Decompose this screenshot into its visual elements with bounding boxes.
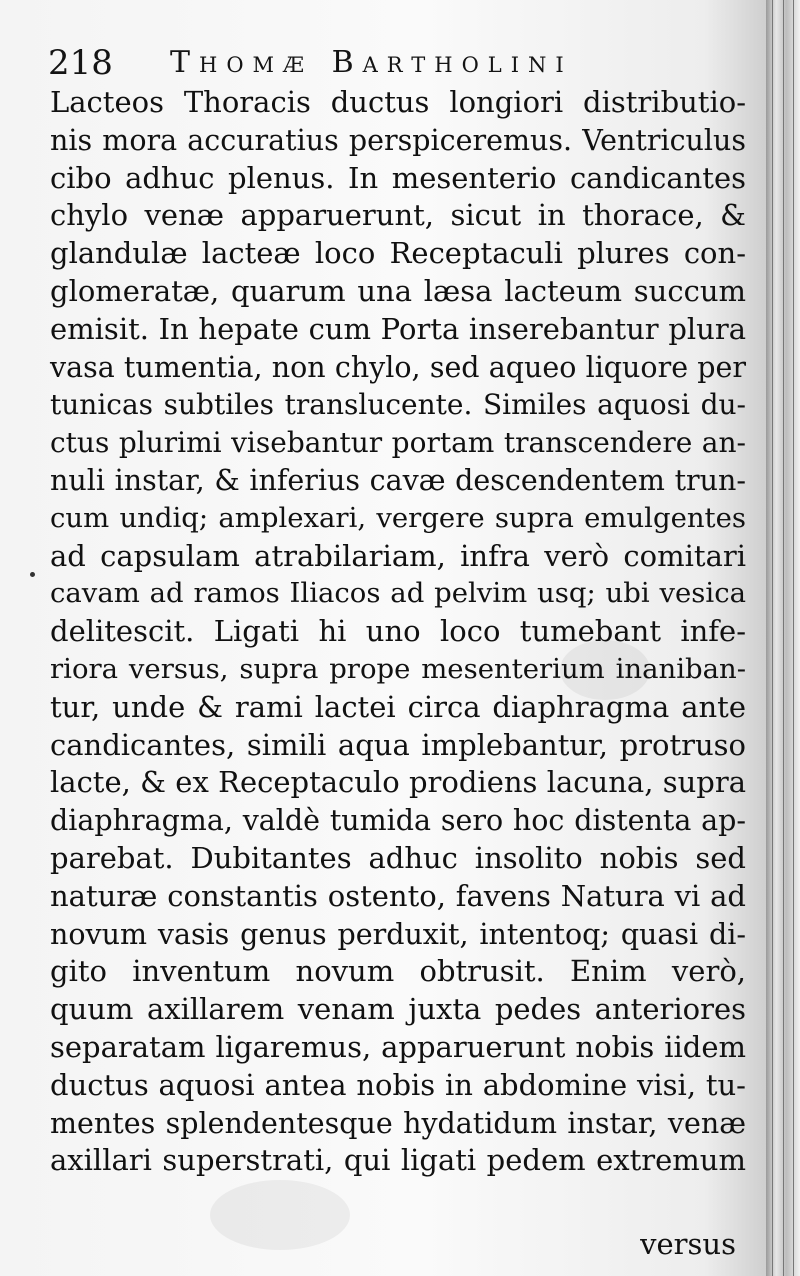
page-edge-line xyxy=(772,0,773,1276)
text-line: axillari superstrati, qui ligati pedem extremum xyxy=(50,1143,746,1178)
text-line: naturæ constantis ostento, favens Natura vi ad xyxy=(50,878,746,913)
text-line: glandulæ lacteæ loco Receptaculi plures con- xyxy=(50,236,746,271)
text-line: ctus plurimi visebantur portam transcendere an- xyxy=(50,426,746,460)
text-line: emisit. In hepate cum Porta inserebantur plura xyxy=(50,311,746,346)
page-edge xyxy=(766,0,800,1276)
page-number: 218 xyxy=(48,43,113,83)
running-head xyxy=(48,40,748,86)
margin-mark xyxy=(30,572,35,577)
text-line: nuli instar, & inferius cavæ descendentem trun- xyxy=(50,463,746,497)
text-line: nis mora accuratius perspiceremus. Ventriculus xyxy=(50,123,746,157)
text-line: cavam ad ramos Iliacos ad pelvim usq; ubi vesica xyxy=(50,577,746,610)
text-line: gito inventum novum obtrusit. Enim verò, xyxy=(50,954,746,989)
text-line: glomeratæ, quarum una læsa lacteum succum xyxy=(50,273,746,308)
text-line: ductus aquosi antea nobis in abdomine visi, tu- xyxy=(50,1067,746,1102)
text-line: cibo adhuc plenus. In mesenterio candicantes xyxy=(50,160,746,195)
paper-stain xyxy=(210,1180,350,1250)
text-line: candicantes, simili aqua implebantur, protruso xyxy=(50,727,746,762)
text-line: Lacteos Thoracis ductus longiori distributio- xyxy=(50,85,746,119)
text-line: riora versus, supra prope mesenterium inaniban- xyxy=(50,652,746,685)
text-line: tunicas subtiles translucente. Similes aquosi du- xyxy=(50,388,746,422)
text-line: quum axillarem venam juxta pedes anteriores xyxy=(50,992,746,1027)
text-line: delitescit. Ligati hi uno loco tumebant infe- xyxy=(50,614,746,649)
catchword: versus xyxy=(640,1227,736,1261)
text-line: chylo venæ apparuerunt, sicut in thorace, & xyxy=(50,198,746,233)
body-text xyxy=(50,84,746,1180)
page-edge-line xyxy=(783,0,784,1276)
page-edge-line xyxy=(793,0,794,1276)
text-line: tur, unde & rami lactei circa diaphragma ante xyxy=(50,689,746,724)
text-line: novum vasis genus perduxit, intentoq; quasi di- xyxy=(50,917,746,951)
text-line: mentes splendentesque hydatidum instar, venæ xyxy=(50,1106,746,1140)
text-line: ad capsulam atrabilariam, infra verò comitari xyxy=(50,538,746,573)
text-line: lacte, & ex Receptaculo prodiens lacuna, supra xyxy=(50,765,746,800)
text-line: separatam ligaremus, apparuerunt nobis iidem xyxy=(50,1029,746,1064)
running-title: Thomæ Bartholini xyxy=(170,45,573,80)
text-line: cum undiq; amplexari, vergere supra emulgentes xyxy=(50,501,746,534)
text-line: diaphragma, valdè tumida sero hoc distenta ap- xyxy=(50,804,746,838)
text-line: vasa tumentia, non chylo, sed aqueo liquore per xyxy=(50,350,746,384)
text-line: parebat. Dubitantes adhuc insolito nobis sed xyxy=(50,840,746,875)
